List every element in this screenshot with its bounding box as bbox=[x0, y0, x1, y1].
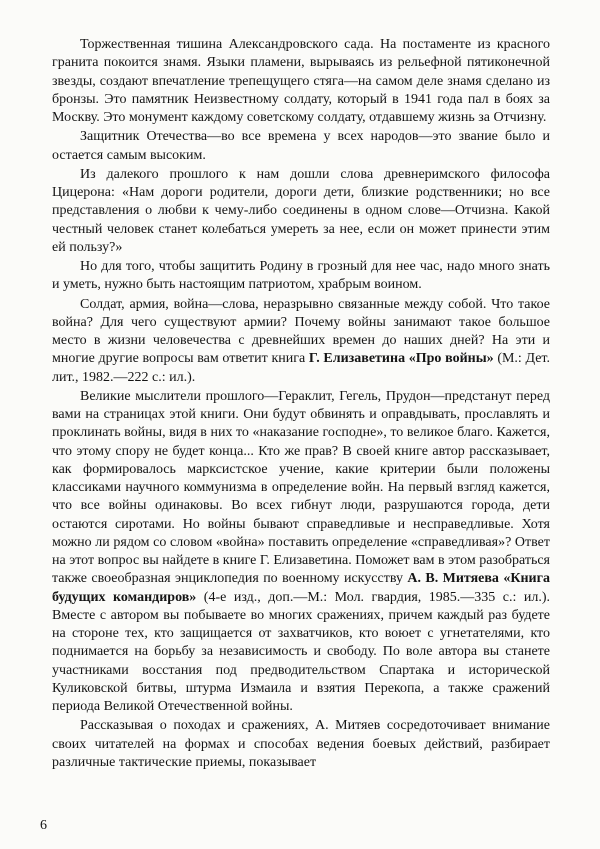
paragraph-text: (4-е изд., доп.—М.: Мол. гвардия, 1985.—335 с.: ил.). Вместе с автором вы побываете во многих сражениях, причем каждый раз будете на стороне тех, кто защищается от захватчиков, кто воюет с угнетателями, кто поднимается на борьбу за независимость и свободу. По воле автора вы станете участниками восстания под предводительством Спартака и исторической Куликовской битвы, штурма Измаила и взятия Перекопа, а также сражений периода Великой Отечественной войны. bbox=[52, 589, 550, 714]
paragraph-great-thinkers bbox=[52, 388, 550, 717]
paragraph-text: Защитник Отечества—во все времена у всех народов—это звание было и остается самым высоким. bbox=[52, 129, 550, 163]
paragraph-memorial bbox=[52, 36, 550, 127]
paragraph-text: Великие мыслители прошлого—Гераклит, Гегель, Прудон—предстанут перед вами на страницах этой книги. Они будут обвинять и оправдывать, прославлять и проклинать войны, видя в них то «наказание господне», то великое благо. Кажется, что этому спору не будет конца... Кто же прав? В своей книге автор рассказывает, как формировалось марксистское учение, какие критерии были положены классиками научного коммунизма в определение войн. На первый взгляд кажется, что все войны одинаковы. Во всех гибнут люди, разрушаются города, дети остаются сиротами. Но войны бывают справедливые и несправедливые. Хотя можно ли рядом со словом «война» поставить определение «справедливая»? Ответ на этот вопрос вы найдете в книге Г. Елизаветина. Поможет вам в этом разобраться также своеобразная энциклопедия по военному искусству bbox=[52, 388, 550, 587]
page-number: 6 bbox=[40, 818, 47, 833]
paragraph-campaigns bbox=[52, 717, 550, 772]
paragraph-patriot bbox=[52, 258, 550, 295]
page-body-text bbox=[52, 36, 550, 772]
paragraph-text: Торжественная тишина Александровского сада. На постаменте из красного гранита покоится знамя. Языки пламени, вырываясь из рельефной пятиконечной звезды, создают впечатление трепещущего стяга—на самом деле знамя сделано из бронзы. Это памятник Неизвестному солдату, который в 1941 года пал в боях за Москву. Это монумент каждому советскому солдату, отдавшему жизнь за Отчизну. bbox=[52, 37, 550, 125]
book-title-bold: А. В. Митяева «Книга будущих командиров» bbox=[52, 571, 550, 605]
paragraph-text: Солдат, армия, война—слова, неразрывно связанные между собой. Что такое война? Для чего существуют армии? Почему войны занимают такое большое место в жизни человечества с древнейших времен до наших дней? На эти и многие другие вопросы вам ответит книга bbox=[52, 296, 550, 367]
paragraph-what-is-war bbox=[52, 296, 550, 387]
paragraph-defender bbox=[52, 128, 550, 165]
paragraph-text: Из далекого прошлого к нам дошли слова древнеримского философа Цицерона: «Нам дороги родители, дороги дети, близкие родственники; но все представления о любви к чему-либо соединены в одном слове—Отчизна. Какой честный человек станет колебаться умереть за нее, если он может принести этим ей пользу?» bbox=[52, 166, 550, 255]
paragraph-text: Рассказывая о походах и сражениях, А. Митяев сосредоточивает внимание своих читателей на формах и способах ведения боевых действий, разбирает различные тактические приемы, показывает bbox=[52, 718, 550, 770]
book-title-bold: Г. Елизаветина «Про войны» bbox=[308, 351, 494, 367]
paragraph-cicero-quote bbox=[52, 166, 550, 257]
paragraph-text: Но для того, чтобы защитить Родину в грозный для нее час, надо много знать и уметь, нужно быть настоящим патриотом, храбрым воином. bbox=[52, 259, 550, 293]
paragraph-text: (М.: Дет. лит., 1982.—222 с.: ил.). bbox=[52, 351, 551, 385]
